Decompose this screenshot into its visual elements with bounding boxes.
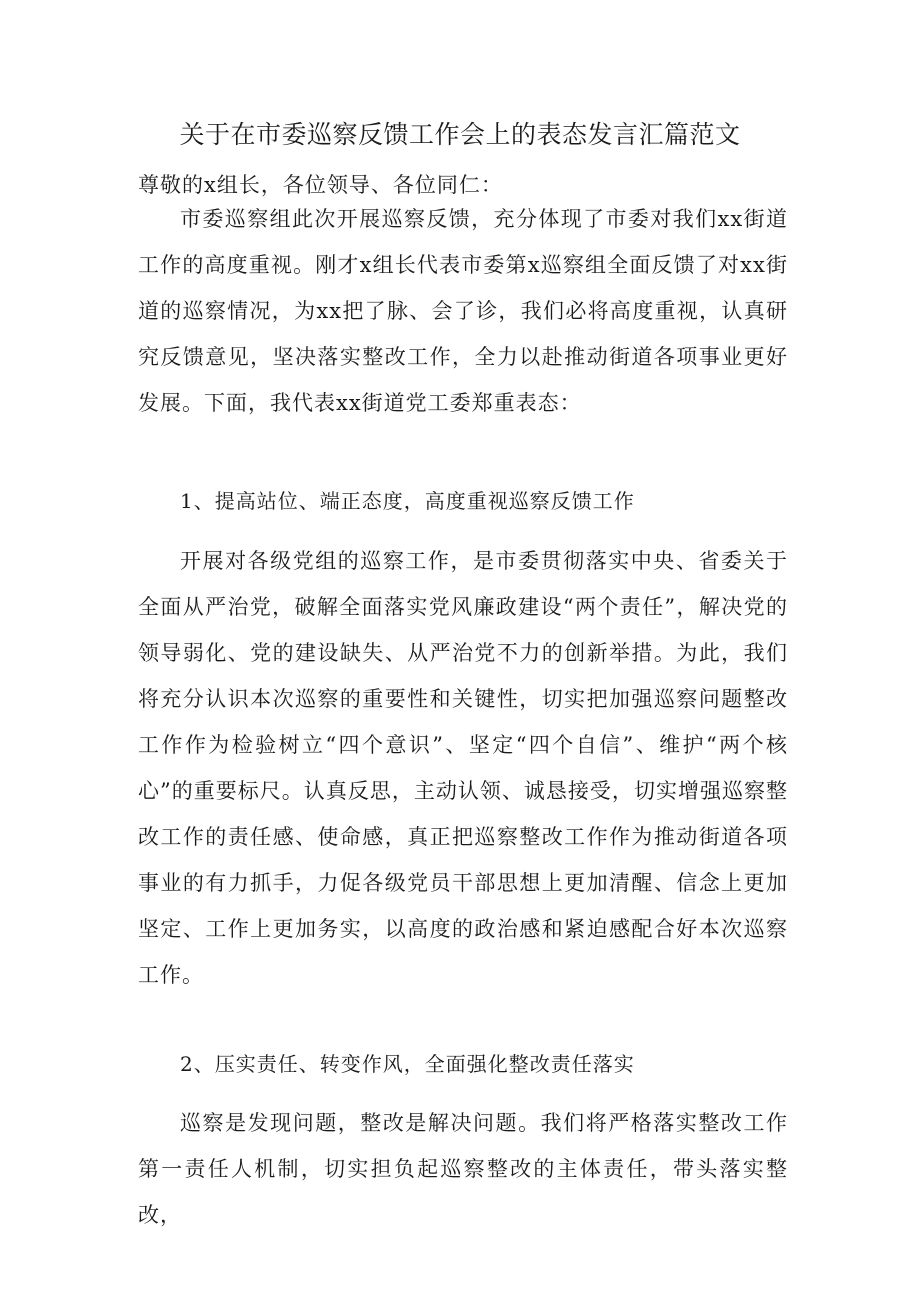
paragraph-section-2: 巡察是发现问题，整改是解决问题。我们将严格落实整改工作第一责任人机制，切实担负起巡察整改的主体责任，带头落实整改， [138,1111,788,1227]
section-heading-2: 2、压实责任、转变作风，全面强化整改责任落实 [180,1052,635,1076]
paragraph-intro: 市委巡察组此次开展巡察反馈，充分体现了市委对我们xx街道工作的高度重视。刚才x组长代表市委第x巡察组全面反馈了对xx街道的巡察情况，为xx把了脉、会了诊，我们必将高度重视，认真研究反馈意见，坚决落实整改工作，全力以赴推动街道各项事业更好发展。下面，我代表xx街道党工委郑重表态： [138,207,788,415]
paragraph-section-1: 开展对各级党组的巡察工作，是市委贯彻落实中央、省委关于全面从严治党，破解全面落实党风廉政建设“两个责任”，解决党的领导弱化、党的建设缺失、从严治党不力的创新举措。为此，我们将充分认识本次巡察的重要性和关键性，切实把加强巡察问题整改工作作为检验树立“四个意识”、坚定“四个自信”、维护“两个核心”的重要标尺。认真反思，主动认领、诚恳接受，切实增强巡察整改工作的责任感、使命感，真正把巡察整改工作作为推动街道各项事业的有力抓手，力促各级党员干部思想上更加清醒、信念上更加坚定、工作上更加务实，以高度的政治感和紧迫感配合好本次巡察工作。 [138,549,788,987]
document-title: 关于在市委巡察反馈工作会上的表态发言汇篇范文 [179,120,741,149]
greeting-line: 尊敬的x组长，各位领导、各位同仁： [138,173,503,197]
section-heading-1: 1、提高站位、端正态度，高度重视巡察反馈工作 [180,489,635,513]
